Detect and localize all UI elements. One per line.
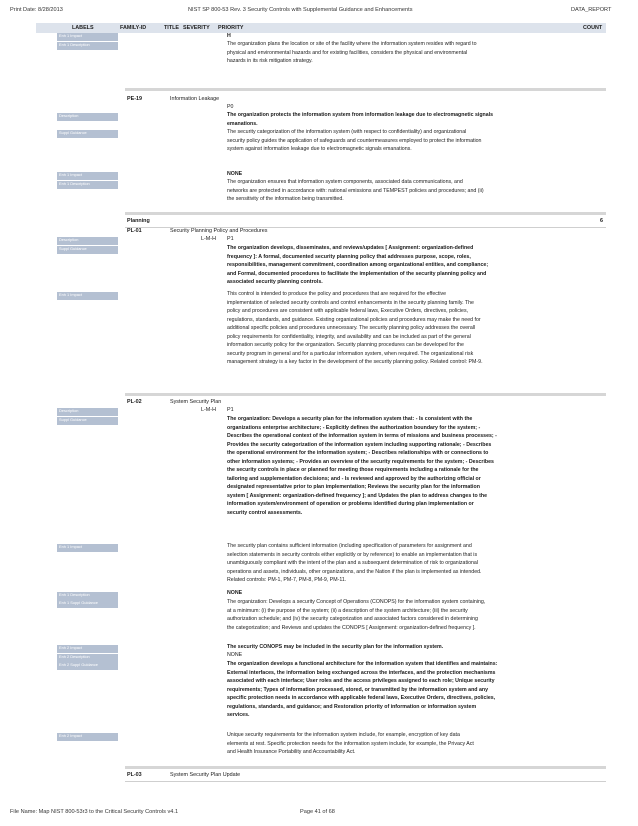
side-label: Enh 1 Description xyxy=(57,181,118,189)
footer-file-name: File Name: Map NIST 800-53r3 to the Critical Security Controls v4.1 xyxy=(10,809,179,815)
side-label: Suppl Guidance xyxy=(57,246,118,254)
enh3-impact-value: Unique security requirements for the information system include, for example, encryption of key data elements at rest. Specific protection needs for the information system include, for example, the Privacy Act and Health Insurance Portability and Accountability Act. xyxy=(227,732,474,756)
side-label: Enh 1 Suppl Guidance xyxy=(57,600,118,608)
enh1-impact-value: The security plan contains sufficient information (including specification of parameters for assignment and selection statements in security controls either explicitly or by reference) to enable an implementation that is unambiguously compliant with the intent of the plan and a subsequent determination of risk to organizational operations and assets, individuals, other organizations, and the Nation if the plan is implemented as intended. Related controls: PM-1, PM-7, PM-8, PM-9, PM-11. xyxy=(227,543,482,584)
side-label: Enh 1 Impact xyxy=(57,172,118,180)
control-id: PL-03 xyxy=(127,772,142,778)
footer-page: Page 41 of 68 xyxy=(300,809,335,815)
side-label: Enh 1 Impact xyxy=(57,292,118,300)
family-count: 6 xyxy=(600,218,603,224)
control-id: PL-01 xyxy=(127,228,142,234)
col-count: COUNT xyxy=(583,25,603,31)
col-family-id: FAMILY-ID xyxy=(120,25,147,31)
family-name: Planning xyxy=(127,218,150,224)
side-label: Enh 1 Impact xyxy=(57,544,118,552)
side-label: Enh 2 Suppl Guidance xyxy=(57,662,118,670)
side-label: Suppl Guidance xyxy=(57,417,118,425)
control-severity: L-M-H xyxy=(201,236,216,242)
enh1-suppl-guidance-value: The organization: Develops a security Concept of Operations (CONOPS) for the information system containing, at a minimum: (i) the purpose of the system; (ii) a description of the system architecture; (iii) the security authorization schedule; and (iv) the security categorization and associated factors considered in determining the categorization; and Reviews and updates the CONOPS [ Assignment: organization-defined frequency ]. xyxy=(227,599,486,631)
control-title: Information Leakage xyxy=(170,96,220,102)
description-value: The organization protects the information system from information leakage due to electromagnetic signals emanations. xyxy=(227,112,494,127)
enh2-description-value: NONE xyxy=(227,652,243,658)
side-label: Description xyxy=(57,113,118,121)
control-id: PL-02 xyxy=(127,399,142,405)
report-name: DATA_REPORT xyxy=(571,7,612,13)
enh1-impact-value: H xyxy=(227,33,231,39)
side-label: Enh 1 Description xyxy=(57,42,118,50)
col-priority: PRIORITY xyxy=(218,25,244,31)
side-label: Enh 2 Impact xyxy=(57,733,118,741)
enh1-impact-value: NONE xyxy=(227,171,243,177)
control-id: PE-19 xyxy=(127,96,142,102)
suppl-guidance-value: The security categorization of the information system (with respect to confidentiality) and organizational security policy guides the application of safeguards and countermeasures employed to protect the information system against information leakage due to electromagnetic signals emanations. xyxy=(227,129,482,153)
side-label: Enh 1 Impact xyxy=(57,33,118,41)
side-label: Enh 2 Impact xyxy=(57,645,118,653)
enh1-description-value: The organization plans the location or site of the facility where the information system resides with regard to physical and environmental hazards and for existing facilities, considers the physical and environmental hazards in its risk mitigation strategy. xyxy=(227,41,477,65)
control-separator xyxy=(125,393,606,396)
priority-value: P0 xyxy=(227,104,234,110)
control-title: System Security Plan Update xyxy=(170,772,241,778)
control-row-pl03 xyxy=(125,771,605,781)
enh1-impact-value: This control is intended to produce the policy and procedures that are required for the effective implementation of selected security controls and control enhancements in the security planning family. The policy and procedures are consistent with applicable federal laws, Executive Orders, directives, policies, regulations, standards, and guidance. Existing organizational policies and procedures may make the need for additional specific policies and procedures unnecessary. The security planning policy addresses the overall policy requirements for confidentiality, integrity, and availability and can be included as part of the general information security policy for the organization. Security planning procedures can be developed for the security program in general and for a particular information system, when required. The organizational risk management strategy is a key factor in the development of the security planning policy. Related control: PM-9. xyxy=(227,291,483,366)
enh1-description-value: NONE xyxy=(227,590,243,596)
control-separator xyxy=(125,212,606,215)
col-title: TITLE xyxy=(164,25,179,31)
control-priority: P1 xyxy=(227,407,234,413)
side-label: Description xyxy=(57,408,118,416)
col-severity: SEVERITY xyxy=(183,25,210,31)
description-value: The organization: Develops a security plan for the information system that: - Is consistent with the organizations enterprise architecture; - Explicitly defines the authorization boundary for the system; - Describes the operational context of the information system in terms of missions and business processes; - Provides the security categorization of the information system including supporting rationale; - Describes the operational environment for the information system; - Describes relationships with or connections to other information systems; - Provides an overview of the security requirements for the system; - Describes the security controls in place or planned for meeting those requirements including a rationale for the tailoring and supplementation decisions; and - Is reviewed and approved by the authorizing official or designated representative prior to plan implementation; Reviews the security plan for the information system [ Assignment: organization-defined frequency ]; and Updates the plan to address changes to the information system/environment of operation or problems identified during plan implementation or security control assessments. xyxy=(227,416,497,517)
family-row xyxy=(125,217,605,227)
enh1-description-value: The organization ensures that information system components, associated data communications, and networks are protected in accordance with: national emissions and TEMPEST policies and procedures; and (ii) the sensitivity of the information being transmitted. xyxy=(227,179,484,203)
control-priority: P1 xyxy=(227,236,234,242)
enh2-suppl-guidance-value: The organization develops a functional architecture for the information system that identifies and maintains: External interfaces, the information being exchanged across the interfaces, and the protection mechanisms associated with each interface; User roles and the access privileges assigned to each role; Unique security requirements; Types of information processed, stored, or transmitted by the information system and any specific protection needs in accordance with applicable federal laws, Executive Orders, directives, policies, regulations, standards, and guidance; and Restoration priority of information or information system services. xyxy=(227,661,498,719)
print-date: Print Date: 8/28/2013 xyxy=(10,7,63,13)
side-label: Enh 1 Description xyxy=(57,592,118,600)
control-severity: L-M-H xyxy=(201,407,216,413)
report-title: NIST SP 800-53 Rev. 3 Security Controls with Supplemental Guidance and Enhancements xyxy=(188,7,413,13)
enh2-impact-value: The security CONOPS may be included in the security plan for the information system. xyxy=(227,644,444,650)
control-title: Security Planning Policy and Procedures xyxy=(170,228,268,234)
col-labels: LABELS xyxy=(72,25,94,31)
side-label: Description xyxy=(57,237,118,245)
control-separator xyxy=(125,88,606,91)
description-value: The organization develops, disseminates, and reviews/updates [ Assignment: organization-defined frequency ]: A formal, documented security planning policy that addresses purpose, scope, roles, responsibilities, management commitment, coordination among organizational entities, and compliance; and Formal, documented procedures to facilitate the implementation of the security planning policy and associated security planning controls. xyxy=(227,245,489,286)
side-label: Suppl Guidance xyxy=(57,130,118,138)
control-separator xyxy=(125,766,606,769)
side-label: Enh 2 Description xyxy=(57,654,118,662)
row-underline xyxy=(125,781,606,782)
control-title: System Security Plan xyxy=(170,399,222,405)
